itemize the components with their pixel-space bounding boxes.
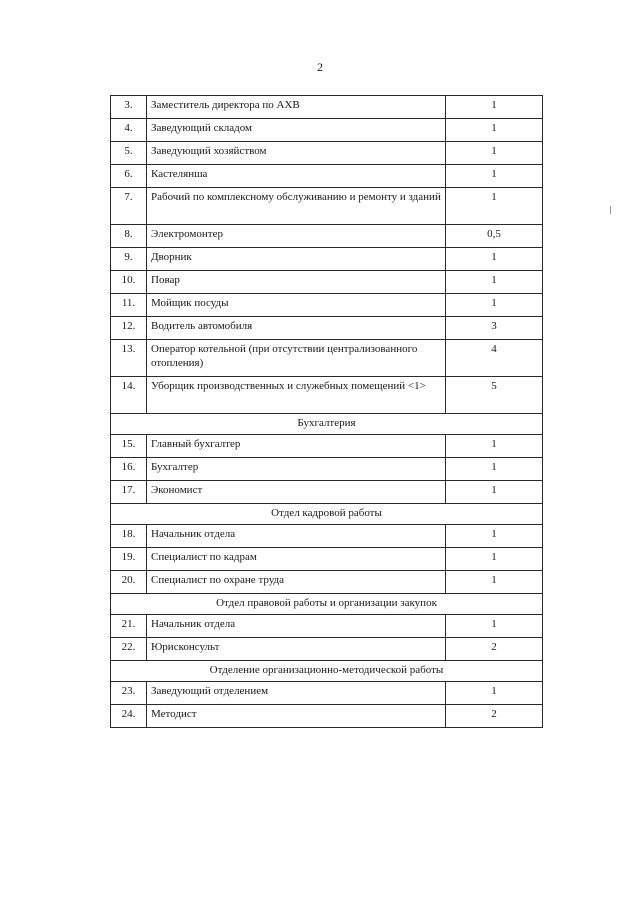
position-title: Мойщик посуды <box>147 294 446 317</box>
table-row <box>111 96 543 119</box>
row-number: 18. <box>111 525 147 548</box>
position-quantity: 1 <box>446 615 543 638</box>
row-number: 13. <box>111 340 147 377</box>
row-number: 23. <box>111 682 147 705</box>
position-title: Заведующий складом <box>147 119 446 142</box>
section-header-row <box>111 414 543 435</box>
position-title: Главный бухгалтер <box>147 435 446 458</box>
position-title: Юрисконсульт <box>147 638 446 661</box>
section-title: Бухгалтерия <box>111 414 543 435</box>
position-title: Специалист по охране труда <box>147 571 446 594</box>
table-row <box>111 271 543 294</box>
position-quantity: 1 <box>446 294 543 317</box>
table-row <box>111 142 543 165</box>
table-row <box>111 317 543 340</box>
table-row <box>111 571 543 594</box>
position-quantity: 1 <box>446 119 543 142</box>
table-row <box>111 548 543 571</box>
row-number: 16. <box>111 458 147 481</box>
position-title: Оператор котельной (при отсутствии централизованного отопления) <box>147 340 446 377</box>
position-title: Бухгалтер <box>147 458 446 481</box>
margin-mark <box>610 206 611 214</box>
position-title: Заведующий хозяйством <box>147 142 446 165</box>
position-quantity: 0,5 <box>446 225 543 248</box>
position-title: Начальник отдела <box>147 615 446 638</box>
table-row <box>111 435 543 458</box>
section-header-row <box>111 661 543 682</box>
position-quantity: 1 <box>446 458 543 481</box>
position-quantity: 1 <box>446 682 543 705</box>
table-row <box>111 525 543 548</box>
row-number: 19. <box>111 548 147 571</box>
table-row <box>111 377 543 414</box>
position-quantity: 2 <box>446 638 543 661</box>
row-number: 21. <box>111 615 147 638</box>
position-title: Заместитель директора по АХВ <box>147 96 446 119</box>
row-number: 10. <box>111 271 147 294</box>
section-title: Отделение организационно-методической работы <box>111 661 543 682</box>
row-number: 3. <box>111 96 147 119</box>
row-number: 22. <box>111 638 147 661</box>
row-number: 7. <box>111 188 147 225</box>
position-quantity: 2 <box>446 705 543 728</box>
section-title: Отдел кадровой работы <box>111 504 543 525</box>
position-title: Уборщик производственных и служебных помещений <1> <box>147 377 446 414</box>
position-title: Повар <box>147 271 446 294</box>
position-title: Кастелянша <box>147 165 446 188</box>
position-quantity: 5 <box>446 377 543 414</box>
position-quantity: 3 <box>446 317 543 340</box>
table-row <box>111 682 543 705</box>
row-number: 5. <box>111 142 147 165</box>
row-number: 11. <box>111 294 147 317</box>
row-number: 4. <box>111 119 147 142</box>
row-number: 8. <box>111 225 147 248</box>
position-quantity: 1 <box>446 548 543 571</box>
section-title: Отдел правовой работы и организации закупок <box>111 594 543 615</box>
table-row <box>111 165 543 188</box>
row-number: 17. <box>111 481 147 504</box>
staff-table-body <box>111 96 543 728</box>
position-title: Начальник отдела <box>147 525 446 548</box>
position-quantity: 1 <box>446 165 543 188</box>
table-row <box>111 188 543 225</box>
row-number: 6. <box>111 165 147 188</box>
table-row <box>111 638 543 661</box>
position-title: Специалист по кадрам <box>147 548 446 571</box>
page-number: 2 <box>317 60 323 74</box>
position-title: Водитель автомобиля <box>147 317 446 340</box>
table-row <box>111 340 543 377</box>
table-row <box>111 705 543 728</box>
position-title: Электромонтер <box>147 225 446 248</box>
position-quantity: 1 <box>446 248 543 271</box>
row-number: 15. <box>111 435 147 458</box>
position-quantity: 1 <box>446 435 543 458</box>
table-row <box>111 615 543 638</box>
position-title: Заведующий отделением <box>147 682 446 705</box>
table-row <box>111 119 543 142</box>
position-quantity: 1 <box>446 525 543 548</box>
row-number: 20. <box>111 571 147 594</box>
row-number: 14. <box>111 377 147 414</box>
position-title: Дворник <box>147 248 446 271</box>
position-title: Рабочий по комплексному обслуживанию и ремонту и зданий <box>147 188 446 225</box>
row-number: 9. <box>111 248 147 271</box>
position-quantity: 1 <box>446 571 543 594</box>
table-row <box>111 248 543 271</box>
position-title: Экономист <box>147 481 446 504</box>
position-title: Методист <box>147 705 446 728</box>
position-quantity: 1 <box>446 271 543 294</box>
table-row <box>111 294 543 317</box>
row-number: 24. <box>111 705 147 728</box>
table-row <box>111 458 543 481</box>
position-quantity: 1 <box>446 188 543 225</box>
table-row <box>111 481 543 504</box>
table-row <box>111 225 543 248</box>
position-quantity: 4 <box>446 340 543 377</box>
position-quantity: 1 <box>446 96 543 119</box>
staff-table <box>110 95 543 728</box>
section-header-row <box>111 594 543 615</box>
row-number: 12. <box>111 317 147 340</box>
section-header-row <box>111 504 543 525</box>
position-quantity: 1 <box>446 142 543 165</box>
position-quantity: 1 <box>446 481 543 504</box>
